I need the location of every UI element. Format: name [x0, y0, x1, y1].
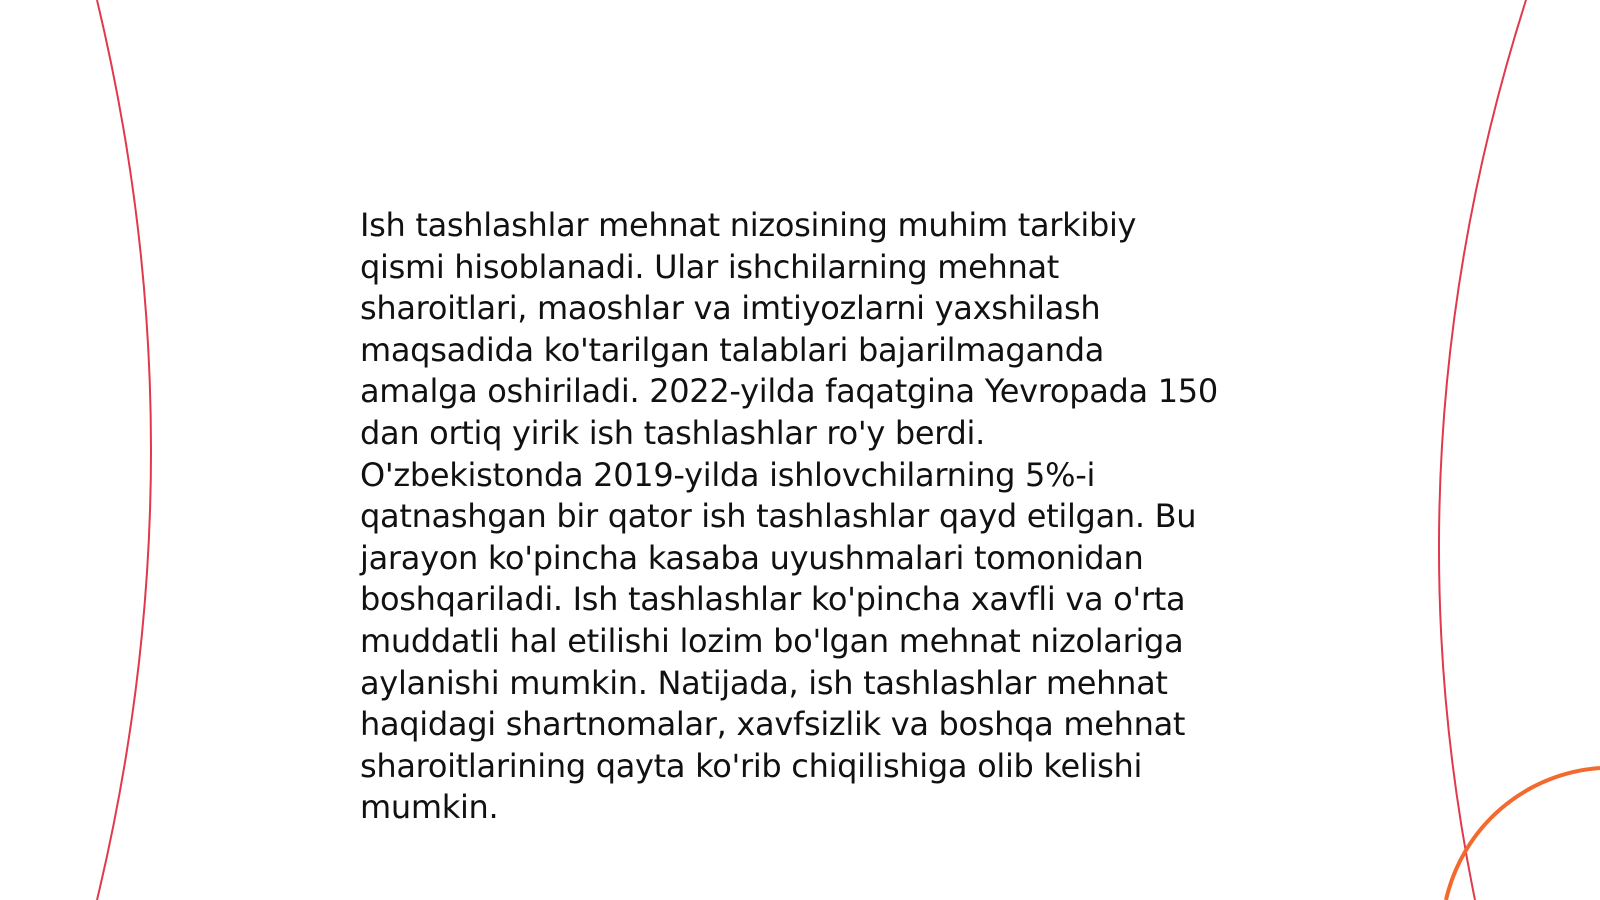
body-line: mumkin. — [360, 788, 499, 827]
body-line: dan ortiq yirik ish tashlashlar ro'y berdi. — [360, 413, 986, 452]
body-line: qismi hisoblanadi. Ular ishchilarning mehnat — [360, 247, 1060, 286]
body-line: haqidagi shartnomalar, xavfsizlik va boshqa mehnat — [360, 705, 1186, 744]
body-line: sharoitlari, maoshlar va imtiyozlarni yaxshilash — [360, 289, 1101, 328]
body-line: jarayon ko'pincha kasaba uyushmalari tomonidan — [360, 538, 1144, 577]
right-arc — [1439, 0, 1526, 900]
body-line: O'zbekistonda 2019-yilda ishlovchilarning 5%-i — [360, 455, 1096, 494]
body-line: aylanishi mumkin. Natijada, ish tashlashlar mehnat — [360, 663, 1168, 702]
orange-arc — [1446, 768, 1600, 900]
left-arc — [97, 0, 151, 900]
body-line: maqsadida ko'tarilgan talablari bajarilmaganda — [360, 330, 1105, 369]
body-line: sharoitlarining qayta ko'rib chiqilishiga olib kelishi — [360, 746, 1143, 785]
body-line: muddatli hal etilishi lozim bo'lgan mehnat nizolariga — [360, 621, 1184, 660]
body-paragraph — [360, 205, 1260, 829]
body-line: amalga oshiriladi. 2022-yilda faqatgina Yevropada 150 — [360, 372, 1218, 411]
body-line: qatnashgan bir qator ish tashlashlar qayd etilgan. Bu — [360, 497, 1197, 536]
body-line: boshqariladi. Ish tashlashlar ko'pincha xavfli va o'rta — [360, 580, 1186, 619]
body-line: Ish tashlashlar mehnat nizosining muhim tarkibiy — [360, 206, 1137, 244]
